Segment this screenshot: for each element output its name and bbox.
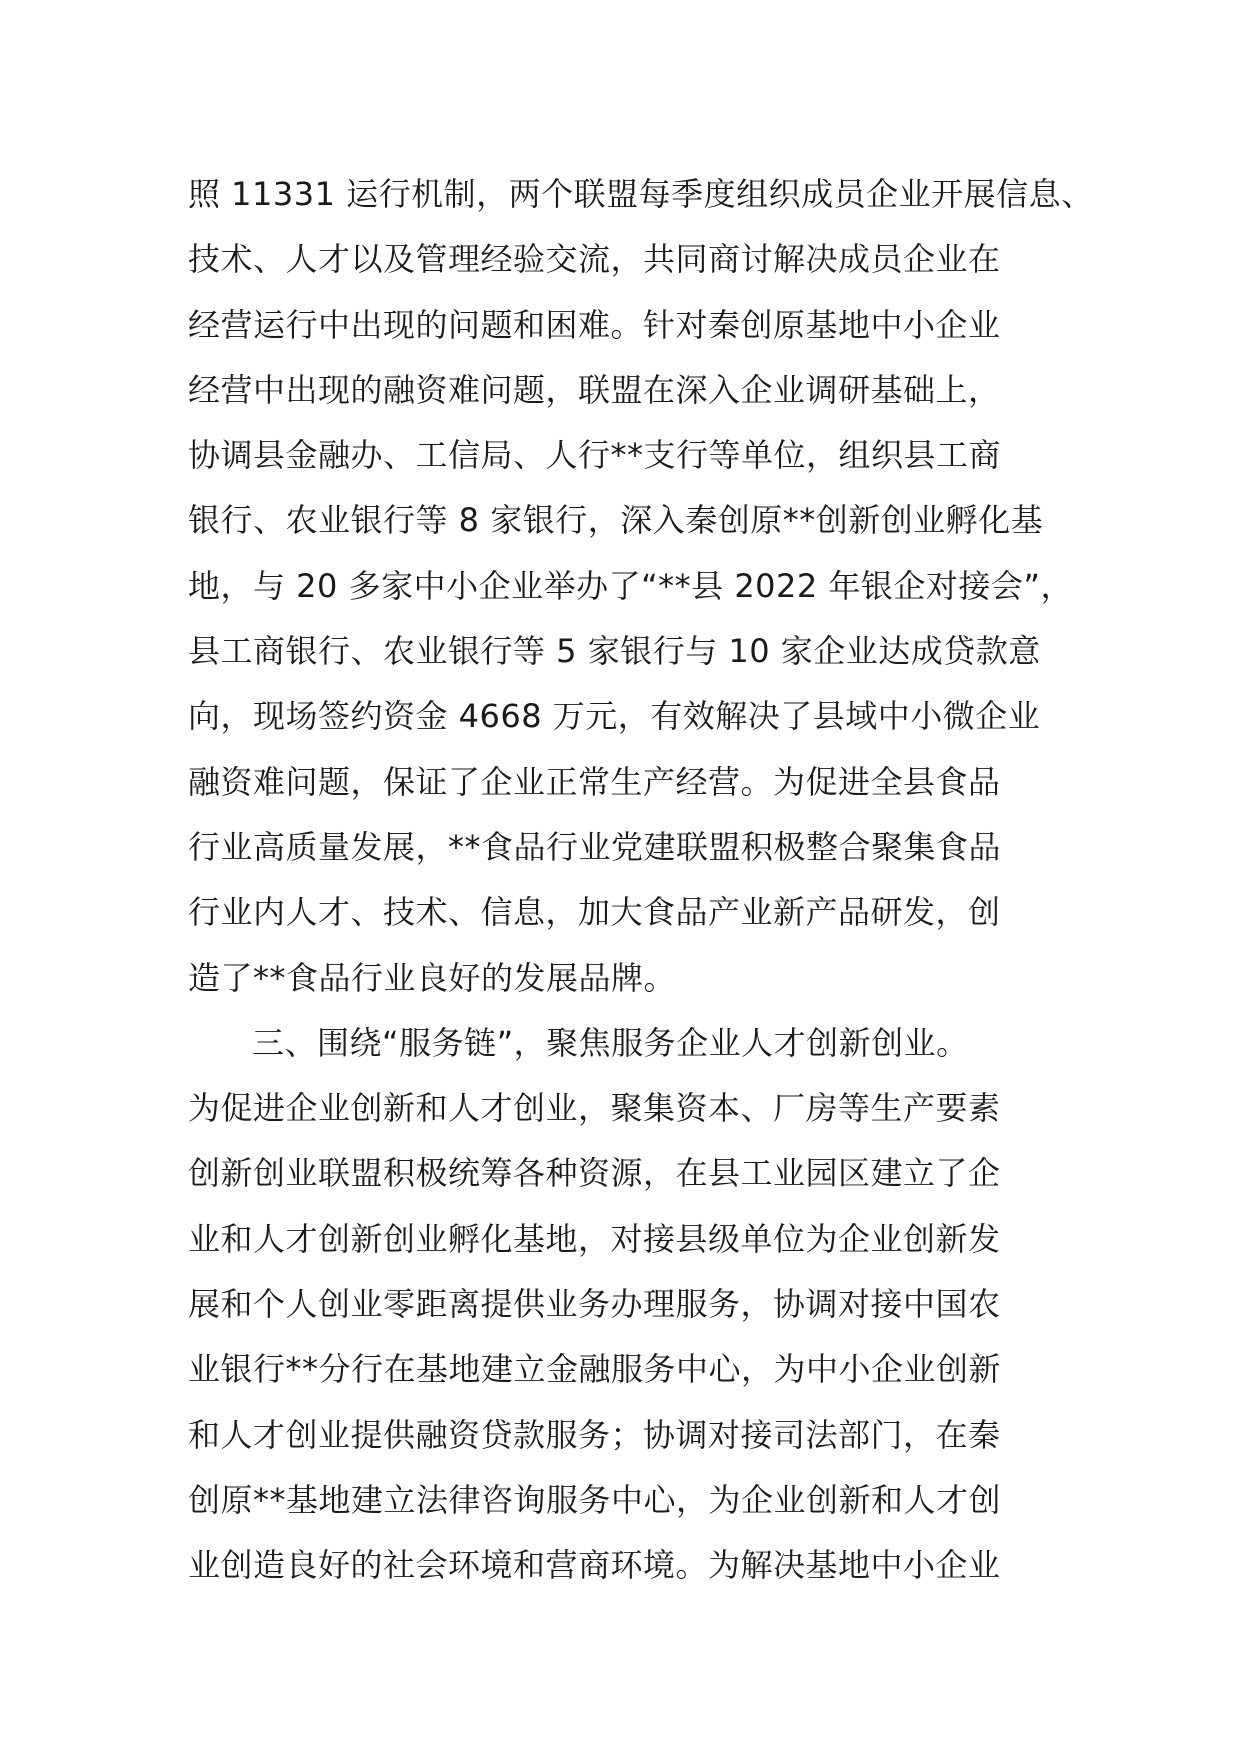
text-line: 向，现场签约资金 4668 万元，有效解决了县域中小微企业 bbox=[188, 697, 1041, 736]
text-line: 为促进企业创新和人才创业，聚集资本、厂房等生产要素 bbox=[188, 1089, 1001, 1128]
text-line: 展和个人创业零距离提供业务办理服务，协调对接中国农 bbox=[188, 1285, 1001, 1324]
text-line: 地，与 20 多家中小企业举办了“**县 2022 年银企对接会”， bbox=[188, 566, 1074, 605]
text-line: 和人才创业提供融资贷款服务；协调对接司法部门，在秦 bbox=[188, 1415, 1001, 1454]
text-line: 经营中出现的融资难问题，联盟在深入企业调研基础上， bbox=[188, 370, 1001, 409]
text-line: 经营运行中出现的问题和困难。针对秦创原基地中小企业 bbox=[188, 305, 1001, 344]
text-line: 创原**基地建立法律咨询服务中心，为企业创新和人才创 bbox=[188, 1480, 1002, 1519]
section-heading-line: 三、围绕“服务链”，聚焦服务企业人才创新创业。 bbox=[252, 1023, 969, 1062]
text-line: 县工商银行、农业银行等 5 家银行与 10 家企业达成贷款意 bbox=[188, 632, 1041, 671]
text-line: 照 11331 运行机制，两个联盟每季度组织成员企业开展信息、 bbox=[188, 175, 1094, 213]
text-line: 技术、人才以及管理经验交流，共同商讨解决成员企业在 bbox=[188, 240, 1001, 279]
text-line: 造了**食品行业良好的发展品牌。 bbox=[188, 958, 677, 997]
text-line: 行业内人才、技术、信息，加大食品产业新产品研发，创 bbox=[188, 893, 1001, 932]
text-line: 融资难问题，保证了企业正常生产经营。为促进全县食品 bbox=[188, 762, 1001, 801]
text-line: 协调县金融办、工信局、人行**支行等单位，组织县工商 bbox=[188, 436, 1002, 475]
text-line: 业和人才创新创业孵化基地，对接县级单位为企业创新发 bbox=[188, 1219, 1001, 1258]
text-line: 银行、农业银行等 8 家银行，深入秦创原**创新创业孵化基 bbox=[188, 501, 1044, 540]
text-line: 行业高质量发展，**食品行业党建联盟积极整合聚集食品 bbox=[188, 827, 1002, 866]
text-line: 业创造良好的社会环境和营商环境。为解决基地中小企业 bbox=[188, 1546, 1001, 1585]
text-line: 业银行**分行在基地建立金融服务中心，为中小企业创新 bbox=[188, 1350, 1002, 1389]
text-line: 创新创业联盟积极统筹各种资源，在县工业园区建立了企 bbox=[188, 1154, 1001, 1193]
document-body bbox=[188, 162, 1094, 1599]
